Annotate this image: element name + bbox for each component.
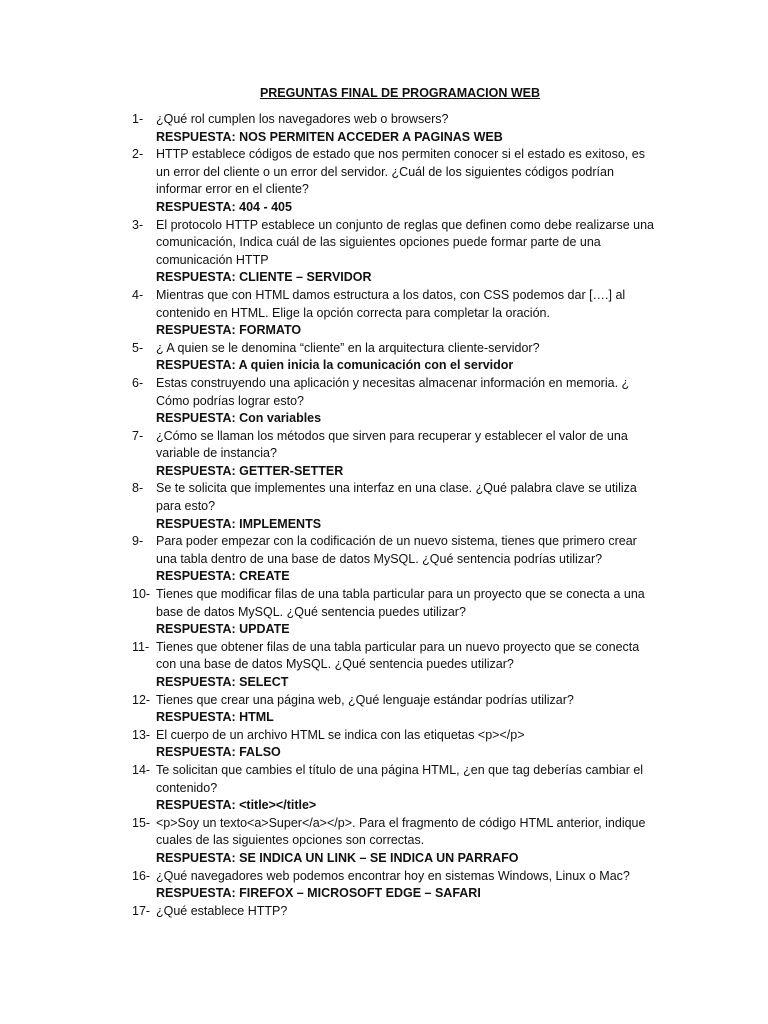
question-text: ¿ A quien se le denomina “cliente” en la arquitectura cliente-servidor? — [156, 340, 540, 355]
question-text: Tienes que obtener filas de una tabla particular para un nuevo proyecto que se conecta con una base de datos MySQL. ¿Qué sentencia puedes utilizar? — [156, 639, 640, 672]
question-text: ¿Qué establece HTTP? — [156, 903, 288, 918]
question-item — [132, 217, 658, 287]
question-text: <p>Soy un texto<a>Super</a></p>. Para el fragmento de código HTML anterior, indique cuales de las siguientes opciones son correctas. — [156, 815, 646, 848]
question-text: El protocolo HTTP establece un conjunto de reglas que definen como debe realizarse una comunicación, Indica cuál de las siguientes opciones puede formar parte de una comunicación HTTP — [156, 217, 654, 267]
question-body — [156, 340, 658, 375]
question-number: 12- — [132, 692, 151, 707]
answer-text: RESPUESTA: GETTER-SETTER — [156, 463, 344, 478]
question-body — [156, 111, 658, 146]
question-text: ¿Qué navegadores web podemos encontrar hoy en sistemas Windows, Linux o Mac? — [156, 868, 630, 883]
question-number: 3- — [132, 217, 144, 232]
answer-text: RESPUESTA: 404 - 405 — [156, 199, 292, 214]
question-text: Mientras que con HTML damos estructura a los datos, con CSS podemos dar [….] al contenido en HTML. Elige la opción correcta para completar la oración. — [156, 287, 626, 320]
answer-text: RESPUESTA: CLIENTE – SERVIDOR — [156, 270, 372, 285]
question-list — [132, 111, 658, 920]
question-text: ¿Qué rol cumplen los navegadores web o browsers? — [156, 112, 449, 126]
question-number: 9- — [132, 534, 144, 549]
question-number: 7- — [132, 428, 144, 443]
question-number: 6- — [132, 375, 144, 390]
answer-text: RESPUESTA: CREATE — [156, 569, 290, 584]
question-item — [132, 428, 658, 481]
question-body — [156, 815, 658, 868]
question-text: Tienes que modificar filas de una tabla particular para un proyecto que se conecta a una base de datos MySQL. ¿Qué sentencia puedes utilizar? — [156, 587, 645, 619]
question-body — [156, 762, 658, 815]
question-number: 10- — [132, 587, 151, 602]
question-number: 17- — [132, 903, 151, 918]
question-item — [132, 586, 658, 639]
question-item — [132, 727, 658, 762]
answer-text: RESPUESTA: UPDATE — [156, 622, 290, 637]
question-item — [132, 815, 658, 868]
question-item — [132, 639, 658, 692]
question-item — [132, 868, 658, 903]
question-body — [156, 868, 658, 903]
answer-text: RESPUESTA: HTML — [156, 710, 274, 725]
answer-text: RESPUESTA: FALSO — [156, 745, 281, 760]
question-number: 14- — [132, 762, 151, 777]
question-body — [156, 639, 658, 692]
question-body — [156, 586, 658, 639]
answer-text: RESPUESTA: A quien inicia la comunicación con el servidor — [156, 358, 514, 373]
answer-text: RESPUESTA: FIREFOX – MICROSOFT EDGE – SAFARI — [156, 886, 481, 901]
question-number: 15- — [132, 815, 151, 830]
answer-text: RESPUESTA: FORMATO — [156, 323, 302, 338]
question-text: Estas construyendo una aplicación y necesitas almacenar información en memoria. ¿ Cómo podrías lograr esto? — [156, 375, 630, 408]
question-number: 1- — [132, 112, 144, 126]
question-number: 11- — [132, 639, 150, 654]
question-text: HTTP establece códigos de estado que nos permiten conocer si el estado es exitoso, es un error del cliente o un error del servidor. ¿Cuál de los siguientes códigos podrían informar error en el cliente? — [156, 147, 645, 197]
question-body — [156, 375, 658, 428]
question-number: 13- — [132, 727, 151, 742]
question-body — [156, 428, 658, 481]
question-item — [132, 762, 658, 815]
question-text: Tienes que crear una página web, ¿Qué lenguaje estándar podrías utilizar? — [156, 692, 574, 707]
question-item — [132, 375, 658, 428]
question-number: 5- — [132, 340, 144, 355]
answer-text: RESPUESTA: Con variables — [156, 411, 322, 426]
question-number: 8- — [132, 481, 144, 496]
question-text: Se te solicita que implementes una interfaz en una clase. ¿Qué palabra clave se utiliza para esto? — [156, 481, 637, 514]
answer-text: RESPUESTA: <title></title> — [156, 798, 317, 813]
question-body — [156, 146, 658, 216]
question-text: El cuerpo de un archivo HTML se indica con las etiquetas <p></p> — [156, 727, 525, 742]
question-item — [132, 340, 658, 375]
question-item — [132, 903, 658, 921]
question-text: Para poder empezar con la codificación de un nuevo sistema, tienes que primero crear una tabla dentro de una base de datos MySQL. ¿Qué sentencia podrías utilizar? — [156, 534, 637, 566]
question-body — [156, 727, 658, 762]
question-body — [156, 692, 658, 727]
answer-text: RESPUESTA: SELECT — [156, 675, 289, 689]
question-item — [132, 146, 658, 216]
answer-text: RESPUESTA: IMPLEMENTS — [156, 516, 322, 531]
document-title: PREGUNTAS FINAL DE PROGRAMACION WEB — [259, 86, 541, 100]
question-number: 2- — [132, 147, 144, 162]
question-text: Te solicitan que cambies el título de una página HTML, ¿en que tag deberías cambiar el contenido? — [156, 762, 644, 795]
question-item — [132, 111, 658, 146]
answer-text: RESPUESTA: NOS PERMITEN ACCEDER A PAGINAS WEB — [156, 129, 503, 144]
question-body — [156, 287, 658, 340]
answer-text: RESPUESTA: SE INDICA UN LINK – SE INDICA UN PARRAFO — [156, 850, 519, 865]
question-text: ¿Cómo se llaman los métodos que sirven para recuperar y establecer el valor de una variable de instancia? — [156, 428, 628, 461]
question-item — [132, 287, 658, 340]
question-item — [132, 480, 658, 533]
question-item — [132, 692, 658, 727]
question-body — [156, 217, 658, 287]
question-number: 4- — [132, 287, 144, 302]
question-body — [156, 533, 658, 586]
question-item — [132, 533, 658, 586]
question-body — [156, 903, 658, 921]
question-body — [156, 480, 658, 533]
question-number: 16- — [132, 868, 151, 883]
